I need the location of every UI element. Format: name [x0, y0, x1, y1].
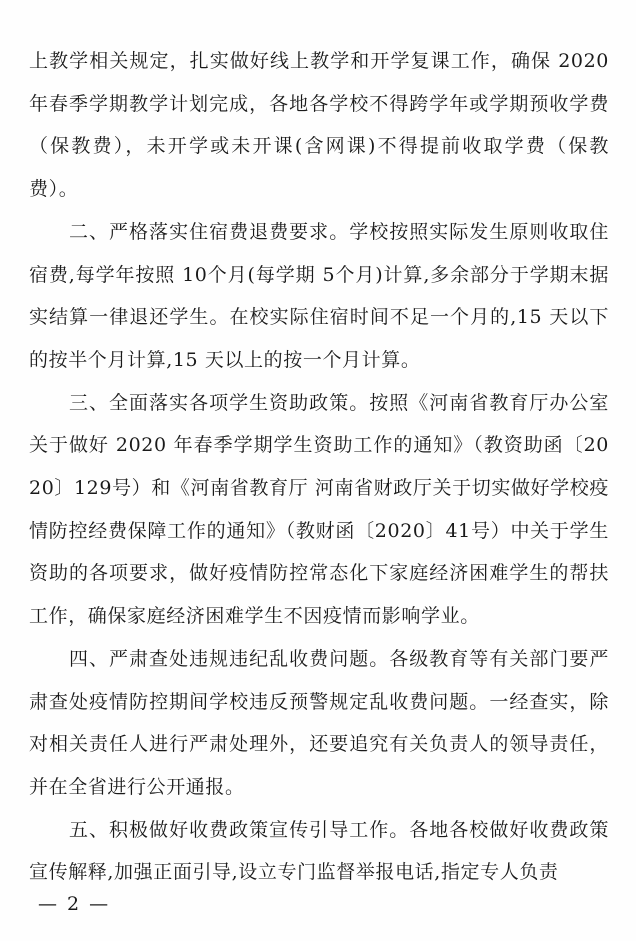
paragraph-continuation: 上教学相关规定，扎实做好线上教学和开学复课工作，确保 2020 年春季学期教学计划完成，各地各学校不得跨学年或学期预收学费（保教费），未开学或未开课(含网课)不得提前收取学费（保教费）。	[29, 50, 609, 201]
paragraph-section-5: 五、积极做好收费政策宣传引导工作。各地各校做好收费政策宣传解释,加强正面引导,设立专门监督举报电话,指定专人负责	[29, 818, 609, 884]
document-body	[29, 40, 609, 894]
page-number: — 2 —	[38, 893, 111, 915]
paragraph-section-4: 四、严肃查处违规违纪乱收费问题。各级教育等有关部门要严肃查处疫情防控期间学校违反预警规定乱收费问题。一经查实，除对相关责任人进行严肃处理外，还要追究有关负责人的领导责任，并在全省进行公开通报。	[29, 647, 609, 798]
paragraph-section-2: 二、严格落实住宿费退费要求。学校按照实际发生原则收取住宿费,每学年按照 10个月(每学期 5个月)计算,多余部分于学期末据实结算一律退还学生。在校实际住宿时间不足一个月的,15 天以下的按半个月计算,15 天以上的按一个月计算。	[29, 220, 609, 371]
paragraph-section-3: 三、全面落实各项学生资助政策。按照《河南省教育厅办公室关于做好 2020 年春季学期学生资助工作的通知》（教资助函〔2020〕129号）和《河南省教育厅 河南省财政厅关于切实做好学校疫情防控经费保障工作的通知》（教财函〔2020〕41号）中关于学生资助的各项要求，做好疫情防控常态化下家庭经济困难学生的帮扶工作，确保家庭经济困难学生不因疫情而影响学业。	[29, 391, 609, 628]
